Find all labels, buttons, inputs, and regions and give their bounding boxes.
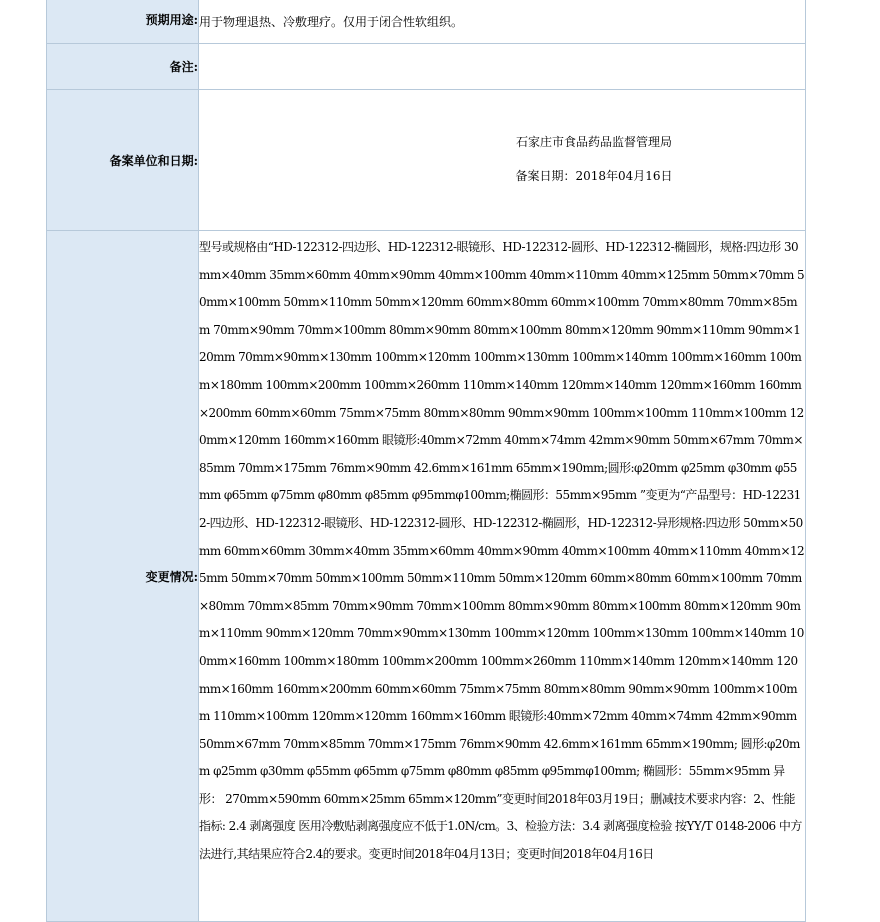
row-change-info [47, 231, 806, 922]
change-info-text: 型号或规格由“HD-122312-四边形、HD-122312-眼镜形、HD-122312-圆形、HD-122312-椭圆形，规格:四边形 30mm×40mm 35mm×60mm 40mm×90mm 40mm×100mm 40mm×110mm 40mm×125mm 50mm×70mm 50mm×100mm 50mm×110mm 50mm×120mm 60mm×80mm 60mm×100mm 70mm×80mm 70mm×85mm 70mm×90mm 70mm×100mm 80mm×90mm 80mm×100mm 80mm×120mm 90mm×110mm 90mm×120mm 70mm×90mm×130mm 100mm×120mm 100mm×130mm 100mm×140mm 100mm×160mm 100mm×180mm 100mm×200mm 100mm×260mm 110mm×140mm 120mm×140mm 120mm×160mm 160mm×200mm 60mm×60mm 75mm×75mm 80mm×80mm 90mm×90mm 100mm×100mm 110mm×100mm 120mm×120mm 160mm×160mm 眼镜形:40mm×72mm 40mm×74mm 42mm×90mm 50mm×67mm 70mm×85mm 70mm×175mm 76mm×90mm 42.6mm×161mm 65mm×190mm;圆形:φ20mm φ25mm φ30mm φ55mm φ65mm φ75mm φ80mm φ85mm φ95mmφ100mm;椭圆形：55mm×95mm ”变更为“产品型号：HD-122312-四边形、HD-122312-眼镜形、HD-122312-圆形、HD-122312-椭圆形，HD-122312-异形规格:四边形 50mm×50mm 60mm×60mm 30mm×40mm 35mm×60mm 40mm×90mm 40mm×100mm 40mm×110mm 40mm×125mm 50mm×70mm 50mm×100mm 50mm×110mm 50mm×120mm 60mm×80mm 60mm×100mm 70mm×80mm 70mm×85mm 70mm×90mm 70mm×100mm 80mm×90mm 80mm×100mm 80mm×120mm 90mm×110mm 90mm×120mm 70mm×90mm×130mm 100mm×120mm 100mm×130mm 100mm×140mm 100mm×160mm 100mm×180mm 100mm×200mm 100mm×260mm 110mm×140mm 120mm×140mm 120mm×160mm 160mm×200mm 60mm×60mm 75mm×75mm 80mm×80mm 90mm×90mm 100mm×100mm 110mm×100mm 120mm×120mm 160mm×160mm 眼镜形:40mm×72mm 40mm×74mm 42mm×90mm 50mm×67mm 70mm×85mm 70mm×175mm 76mm×90mm 42.6mm×161mm 65mm×190mm; 圆形:φ20mm φ25mm φ30mm φ55mm φ65mm φ75mm φ80mm φ85mm φ95mmφ100mm; 椭圆形：55mm×95mm 异形： 270mm×590mm 60mm×25mm 65mm×120mm”变更时间2018年03月19日；删减技术要求内容：2、性能指标: 2.4 剥离强度 医用冷敷贴剥离强度应不低于1.0N/cm。3、检验方法：3.4 剥离强度检验 按YY/T 0148-2006 中方法进行,其结果应符合2.4的要求。变更时间2018年04月13日；变更时间2018年04月16日 [199, 240, 805, 862]
filing-agency-label: 备案单位和日期: [47, 90, 199, 231]
row-filing-agency [47, 90, 806, 231]
row-intended-use [47, 0, 806, 44]
remarks-value [199, 44, 806, 90]
filing-date: 备案日期：2018年04月16日 [515, 168, 673, 183]
change-info-label: 变更情况: [47, 231, 199, 922]
remarks-label: 备注: [47, 44, 199, 90]
filing-agency-name: 石家庄市食品药品监督管理局 [515, 134, 672, 149]
filing-agency-cell [199, 90, 806, 231]
change-info-cell [199, 231, 806, 922]
intended-use-value: 用于物理退热、冷敷理疗。仅用于闭合性软组织。 [199, 0, 806, 44]
record-detail-table [46, 0, 806, 922]
row-remarks [47, 44, 806, 90]
filing-agency-block [199, 133, 805, 184]
intended-use-label: 预期用途: [47, 0, 199, 44]
